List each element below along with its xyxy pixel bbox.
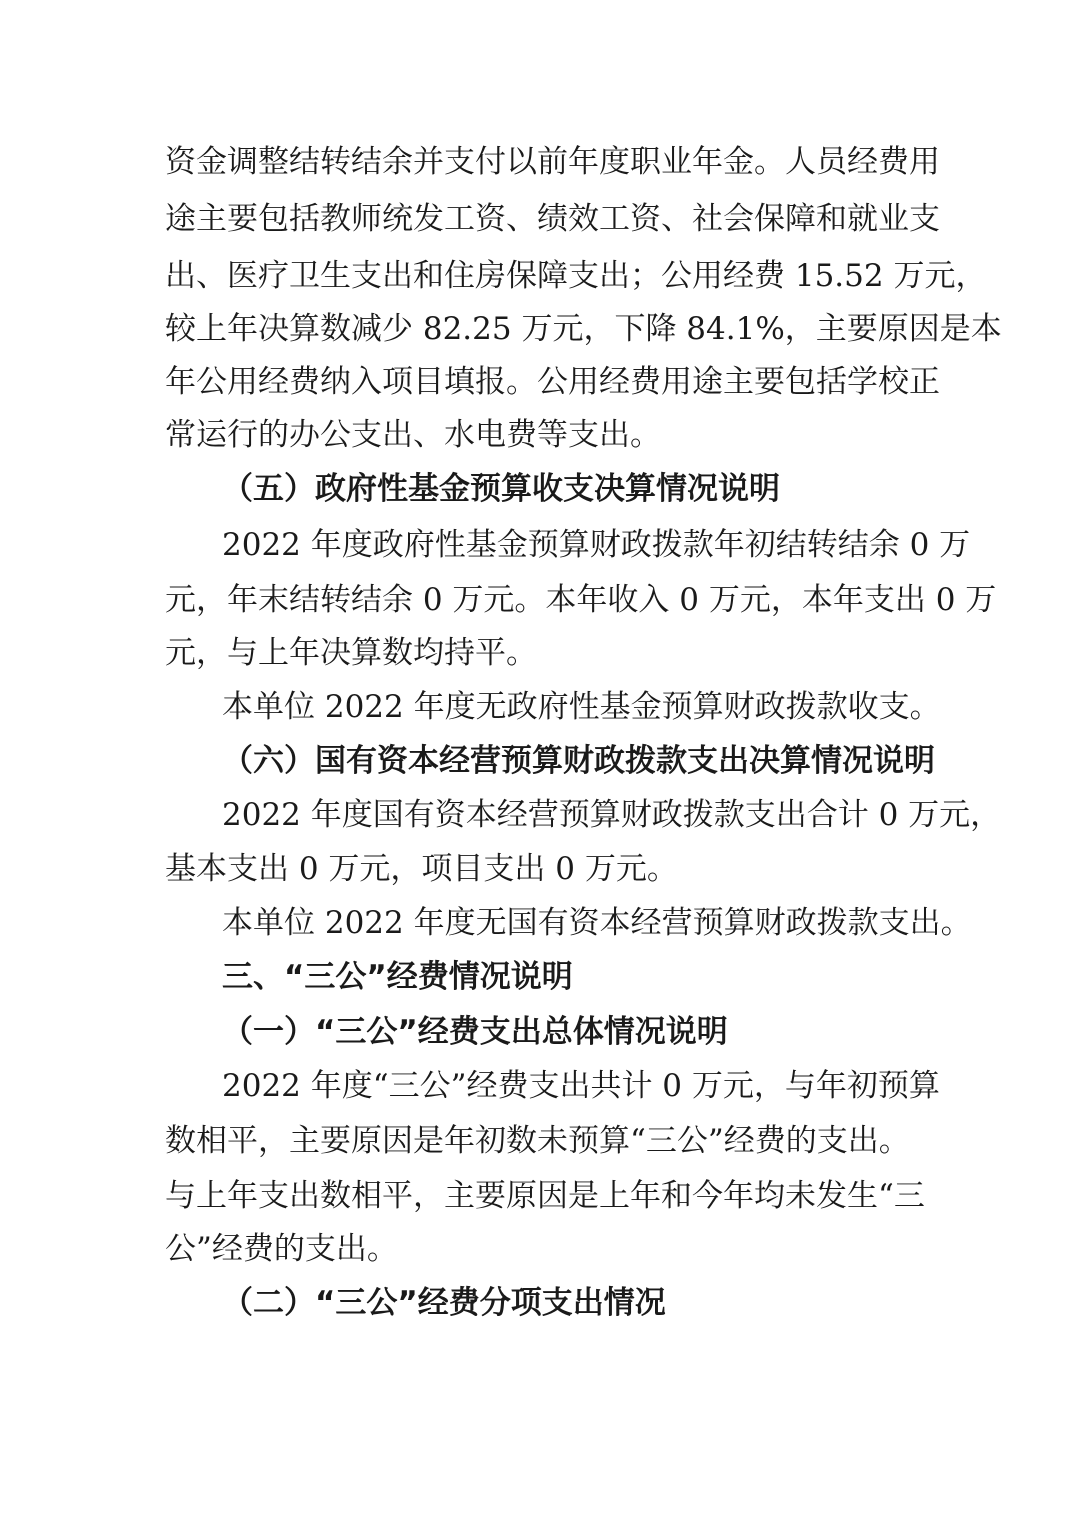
section-heading-6: （六）国有资本经营预算财政拨款支出决算情况说明 — [222, 743, 935, 779]
paragraph-line: 元，年末结转结余 0 万元。本年收入 0 万元，本年支出 0 万 — [165, 582, 997, 618]
subsection-heading-3-1: （一）“三公”经费支出总体情况说明 — [222, 1014, 728, 1050]
paragraph-line: 途主要包括教师统发工资、绩效工资、社会保障和就业支 — [165, 201, 940, 237]
paragraph-line: 2022 年度政府性基金预算财政拨款年初结转结余 0 万 — [222, 527, 971, 563]
paragraph-line: 资金调整结转结余并支付以前年度职业年金。人员经费用 — [165, 144, 940, 180]
paragraph-line: 较上年决算数减少 82.25 万元，下降 84.1%，主要原因是本 — [165, 311, 1002, 347]
paragraph-line: 与上年支出数相平，主要原因是上年和今年均未发生“三 — [165, 1178, 925, 1214]
section-heading-3: 三、“三公”经费情况说明 — [222, 959, 573, 995]
paragraph-line: 本单位 2022 年度无国有资本经营预算财政拨款支出。 — [222, 905, 972, 941]
paragraph-line: 2022 年度“三公”经费支出共计 0 万元，与年初预算 — [222, 1068, 940, 1104]
section-heading-5: （五）政府性基金预算收支决算情况说明 — [222, 471, 780, 507]
paragraph-line: 年公用经费纳入项目填报。公用经费用途主要包括学校正 — [165, 364, 940, 400]
paragraph-line: 2022 年度国有资本经营预算财政拨款支出合计 0 万元， — [222, 797, 1002, 833]
paragraph-line: 常运行的办公支出、水电费等支出。 — [165, 417, 661, 453]
subsection-heading-3-2: （二）“三公”经费分项支出情况 — [222, 1285, 666, 1321]
paragraph-line: 基本支出 0 万元，项目支出 0 万元。 — [165, 851, 678, 887]
paragraph-line: 数相平，主要原因是年初数未预算“三公”经费的支出。 — [165, 1123, 910, 1159]
paragraph-line: 元，与上年决算数均持平。 — [165, 635, 537, 671]
paragraph-line: 本单位 2022 年度无政府性基金预算财政拨款收支。 — [222, 689, 941, 725]
paragraph-line: 公”经费的支出。 — [165, 1231, 398, 1267]
paragraph-line: 出、医疗卫生支出和住房保障支出；公用经费 15.52 万元， — [165, 258, 987, 294]
